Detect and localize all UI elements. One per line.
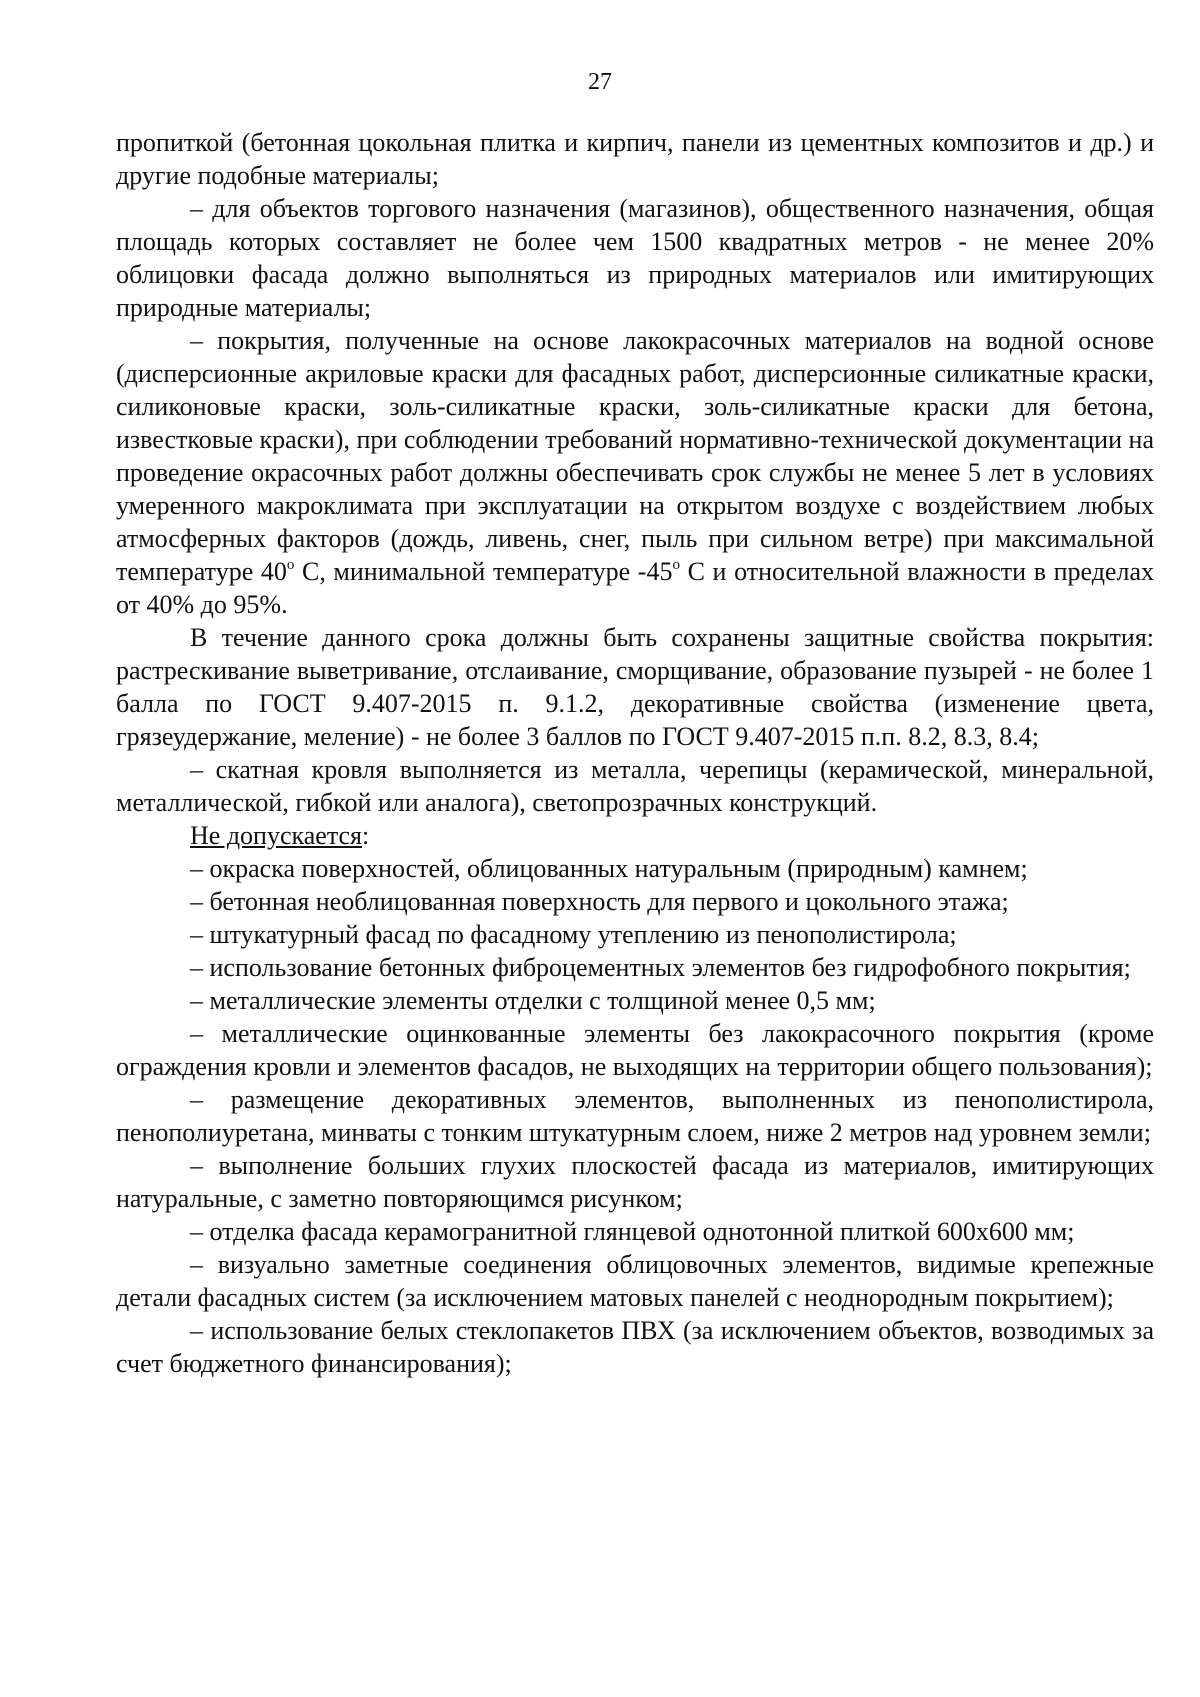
list-item-blank-planes: – выполнение больших глухих плоскостей фасада из материалов, имитирующих натуральные, с заметно повторяющимся рисунком;: [116, 1151, 1154, 1213]
degree-sign-2: о: [672, 557, 680, 573]
degree-sign-1: о: [286, 557, 295, 573]
list-item-metal-thickness: – металлические элементы отделки с толщиной менее 0,5 мм;: [190, 986, 876, 1015]
list-item-fiber-cement: – использование бетонных фиброцементных элементов без гидрофобного покрытия;: [190, 953, 1131, 982]
list-item-glossy-tiles: – отделка фасада керамогранитной глянцевой однотонной плиткой 600х600 мм;: [190, 1217, 1075, 1246]
list-item-stone-painting: – окраска поверхностей, облицованных натуральным (природным) камнем;: [190, 854, 1028, 883]
not-allowed-colon: :: [362, 821, 370, 850]
list-item-galvanized-metal: – металлические оцинкованные элементы без лакокрасочного покрытия (кроме ограждения кровли и элементов фасадов, не выходящих на территории общего пользования);: [116, 1019, 1154, 1081]
body-text: [116, 126, 1154, 1380]
list-item-plaster-facade: – штукатурный фасад по фасадному утеплению из пенополистирола;: [190, 920, 957, 949]
page-number: 27: [588, 69, 612, 95]
not-allowed-label: Не допускается: [190, 821, 362, 850]
paint-coatings-text-2: С, минимальной температуре -45: [294, 557, 673, 586]
list-item-paint-coatings: [116, 324, 1154, 621]
paragraph-protective-properties: В течение данного срока должны быть сохранены защитные свойства покрытия: растрескивание выветривание, отслаивание, сморщивание, образование пузырей - не более 1 балла по ГОСТ 9.407-2015 п. 9.1.2, декоративные свойства (изменение цвета, грязеудержание, меление) - не более 3 баллов по ГОСТ 9.407-2015 п.п. 8.2, 8.3, 8.4;: [116, 623, 1154, 751]
list-item-decorative-elements: – размещение декоративных элементов, выполненных из пенополистирола, пенополиуретана, минваты с тонким штукатурным слоем, ниже 2 метров над уровнем земли;: [116, 1085, 1154, 1147]
list-item-visible-joints: – визуально заметные соединения облицовочных элементов, видимые крепежные детали фасадных систем (за исключением матовых панелей с неоднородным покрытием);: [116, 1250, 1154, 1312]
list-item-white-pvc-windows: – использование белых стеклопакетов ПВХ (за исключением объектов, возводимых за счет бюджетного финансирования);: [116, 1316, 1154, 1378]
list-item-bare-concrete: – бетонная необлицованная поверхность для первого и цокольного этажа;: [190, 887, 1009, 916]
paragraph-continuation: пропиткой (бетонная цокольная плитка и кирпич, панели из цементных композитов и др.) и другие подобные материалы;: [116, 128, 1154, 190]
not-allowed-heading: [116, 819, 1154, 852]
list-item-pitched-roof: – скатная кровля выполняется из металла, черепицы (керамической, минеральной, металлической, гибкой или аналога), светопрозрачных конструкций.: [116, 755, 1154, 817]
paint-coatings-text-1: – покрытия, полученные на основе лакокрасочных материалов на водной основе (дисперсионные акриловые краски для фасадных работ, дисперсионные силикатные краски, силиконовые краски, золь-силикатные краски, золь-силикатные краски для бетона, известковые краски), при соблюдении требований нормативно-технической документации на проведение окрасочных работ должны обеспечивать срок службы не менее 5 лет в условиях умеренного макроклимата при эксплуатации на открытом воздухе с воздействием любых атмосферных факторов (дождь, ливень, снег, пыль при сильном ветре) при максимальной температуре 40: [116, 326, 1154, 586]
paint-coatings-text-3: С и относительной влажности в пределах от 40% до 95%.: [116, 557, 1154, 619]
list-item-retail-cladding: – для объектов торгового назначения (магазинов), общественного назначения, общая площадь которых составляет не более чем 1500 квадратных метров - не менее 20% облицовки фасада должно выполняться из природных материалов или имитирующих природные материалы;: [116, 194, 1154, 322]
